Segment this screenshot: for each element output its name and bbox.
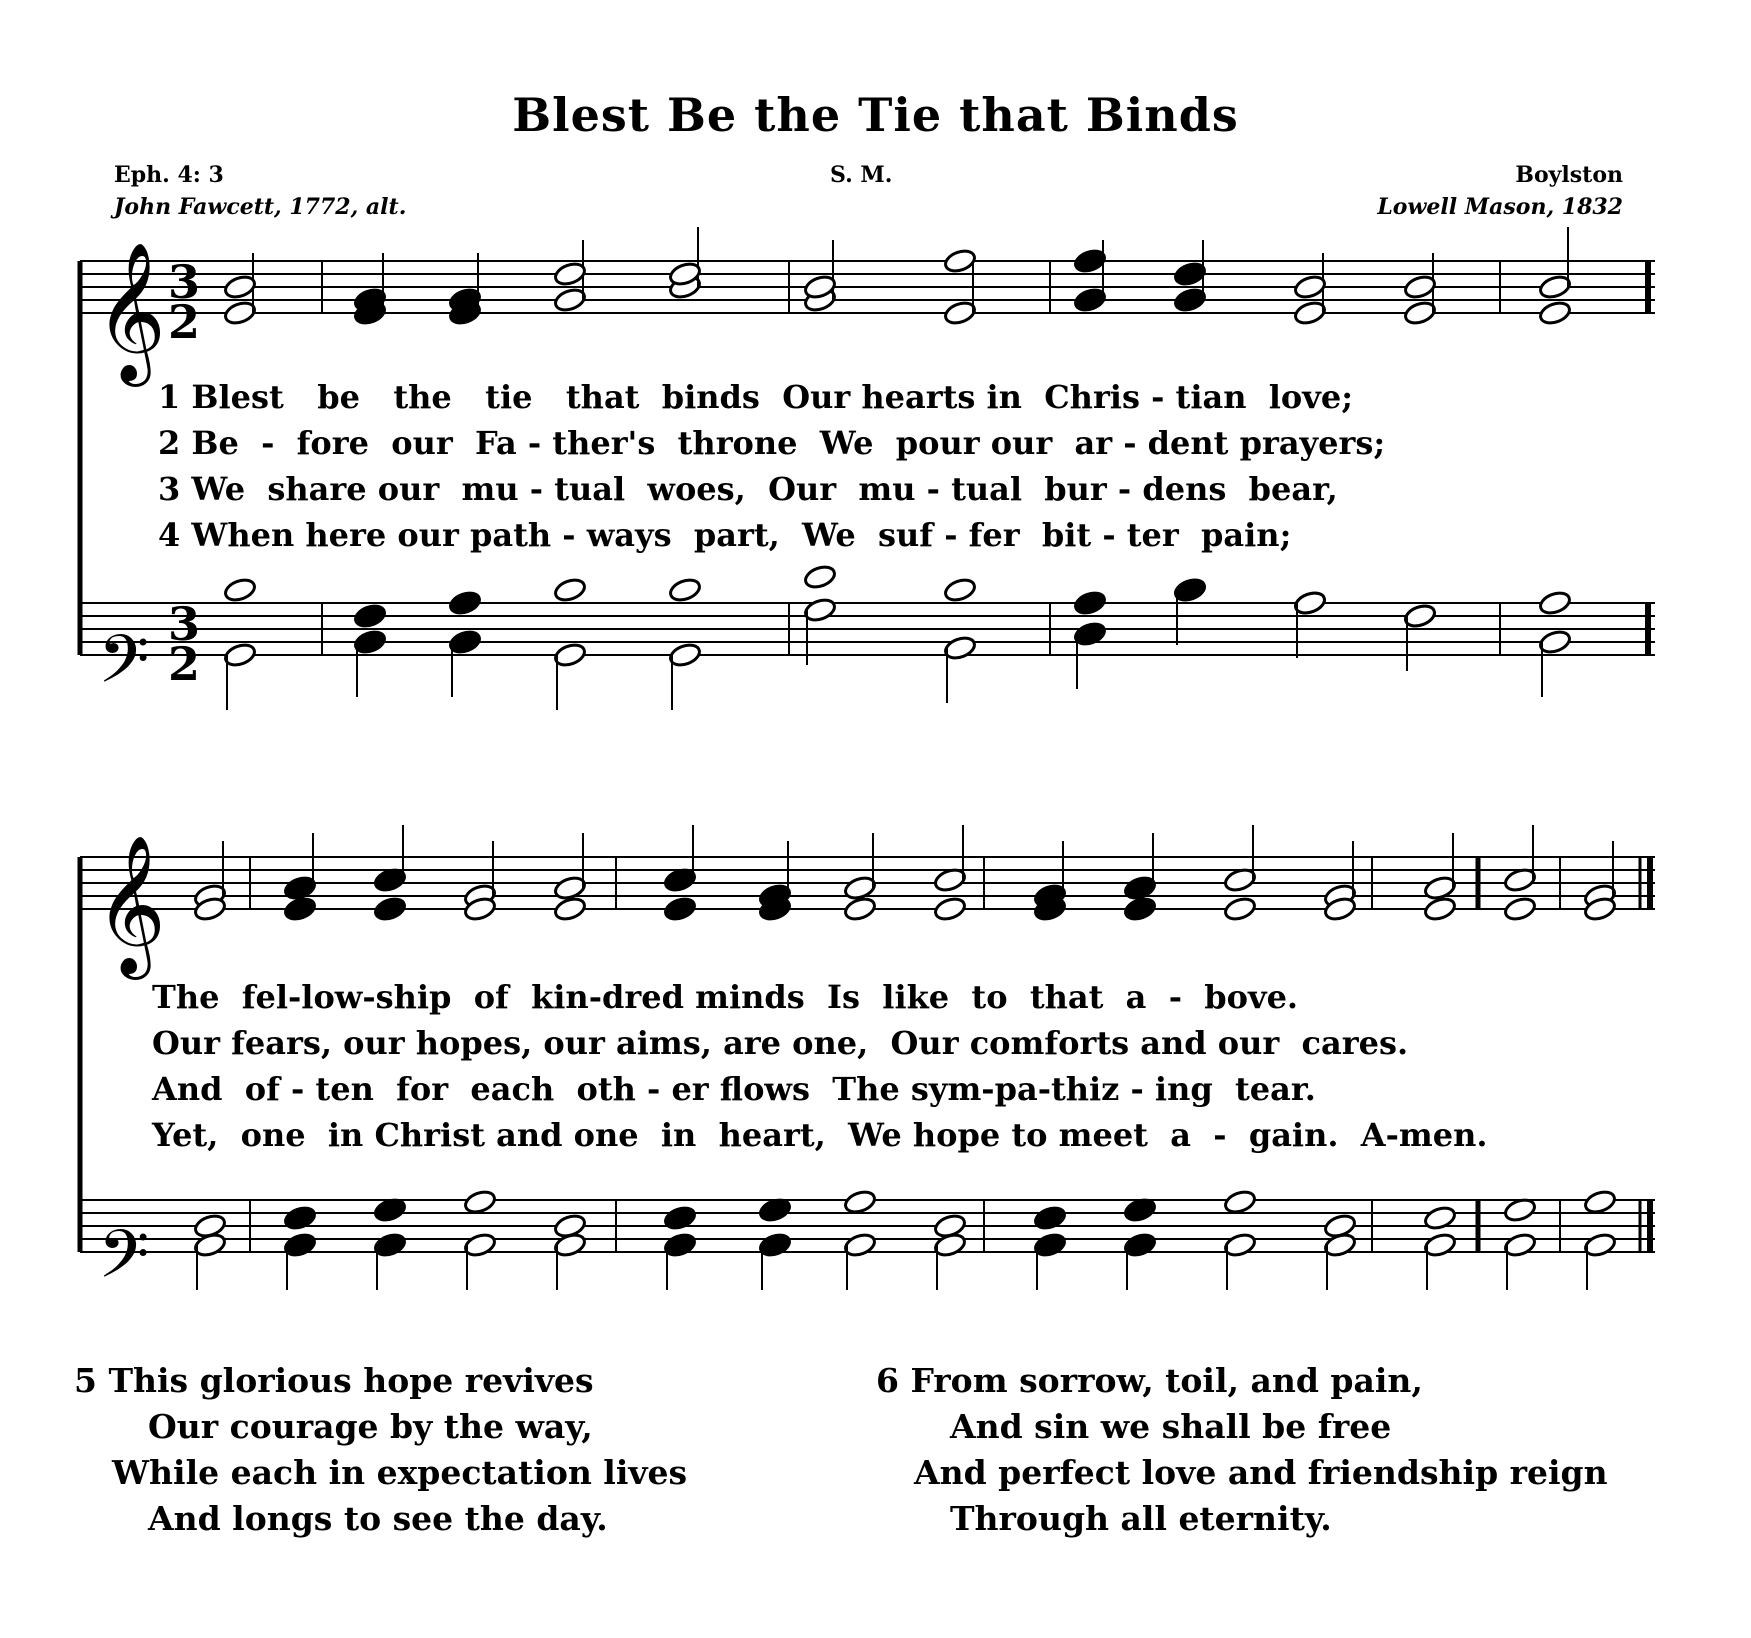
meter-label: S. M. [830, 162, 893, 188]
lyric-line-verse-2: 2 Be - fore our Fa - ther's throne We pour our ar - dent prayers; [158, 424, 1386, 462]
notehead [663, 895, 697, 922]
bass-clef-icon: 𝄢 [98, 1216, 150, 1309]
notehead [1033, 1204, 1067, 1231]
notehead [1538, 589, 1572, 616]
notehead [223, 576, 257, 603]
composer-credit: Lowell Mason, 1832 [1377, 194, 1623, 220]
verse-5-line: And longs to see the day. [148, 1499, 608, 1538]
lyric-line-verse-3: And of - ten for each oth - er flows The sym-pa-thiz - ing tear. [152, 1070, 1316, 1108]
notehead [1538, 299, 1572, 326]
notehead [1123, 895, 1157, 922]
verse-6-line: And sin we shall be free [950, 1407, 1392, 1446]
verse-6-line: 6 From sorrow, toil, and pain, [876, 1361, 1423, 1400]
verse-6 [876, 1358, 1608, 1542]
tune-name: Boylston [1515, 162, 1623, 188]
time-sig-top: 3 [168, 597, 201, 651]
notehead [1423, 1204, 1457, 1231]
treble-clef-icon: 𝄞 [95, 835, 166, 974]
verse-5 [74, 1358, 687, 1542]
lyric-line-verse-3: 3 We share our mu - tual woes, Our mu - tual bur - dens bear, [158, 470, 1338, 508]
notehead [668, 576, 702, 603]
lyricist-credit: John Fawcett, 1772, alt. [114, 194, 407, 220]
notehead [553, 576, 587, 603]
notehead [933, 895, 967, 922]
notehead [803, 563, 837, 590]
time-sig-bottom: 2 [168, 295, 201, 349]
notehead [283, 1204, 317, 1231]
notehead [843, 895, 877, 922]
lyric-line-verse-2: Our fears, our hopes, our aims, are one, Our comforts and our cares. [152, 1024, 1409, 1062]
notehead [1423, 895, 1457, 922]
notehead [463, 1188, 497, 1215]
notehead [1223, 895, 1257, 922]
notehead [373, 895, 407, 922]
treble-clef-icon: 𝄞 [95, 242, 166, 381]
verse-6-line: Through all eternity. [950, 1499, 1332, 1538]
notehead [843, 1188, 877, 1215]
verse-5-line: 5 This glorious hope revives [74, 1361, 594, 1400]
notehead [353, 602, 387, 629]
lyric-line-verse-4: 4 When here our path - ways part, We suf - fer bit - ter pain; [158, 516, 1292, 554]
bass-clef-icon: 𝄢 [98, 621, 150, 714]
notehead [1223, 1188, 1257, 1215]
notehead [553, 895, 587, 922]
notehead [448, 589, 482, 616]
lyric-line-verse-1: 1 Blest be the tie that binds Our hearts in Chris - tian love; [158, 378, 1354, 416]
verse-5-line: While each in expectation lives [112, 1453, 688, 1492]
notehead [663, 1204, 697, 1231]
notehead [1503, 895, 1537, 922]
notehead [1073, 589, 1107, 616]
notehead [1583, 1188, 1617, 1215]
lyric-line-verse-4: Yet, one in Christ and one in heart, We hope to meet a - gain. A-men. [152, 1116, 1488, 1154]
verse-6-line: And perfect love and friendship reign [914, 1453, 1608, 1492]
scripture-reference: Eph. 4: 3 [114, 162, 224, 188]
time-sig-bottom: 2 [168, 637, 201, 691]
verse-5-line: Our courage by the way, [148, 1407, 593, 1446]
notehead [283, 895, 317, 922]
notehead [943, 576, 977, 603]
time-sig-top: 3 [168, 255, 201, 309]
lyric-line-verse-1: The fel-low-ship of kin-dred minds Is like to that a - bove. [152, 978, 1299, 1016]
hymn-title: Blest Be the Tie that Binds [512, 88, 1239, 142]
